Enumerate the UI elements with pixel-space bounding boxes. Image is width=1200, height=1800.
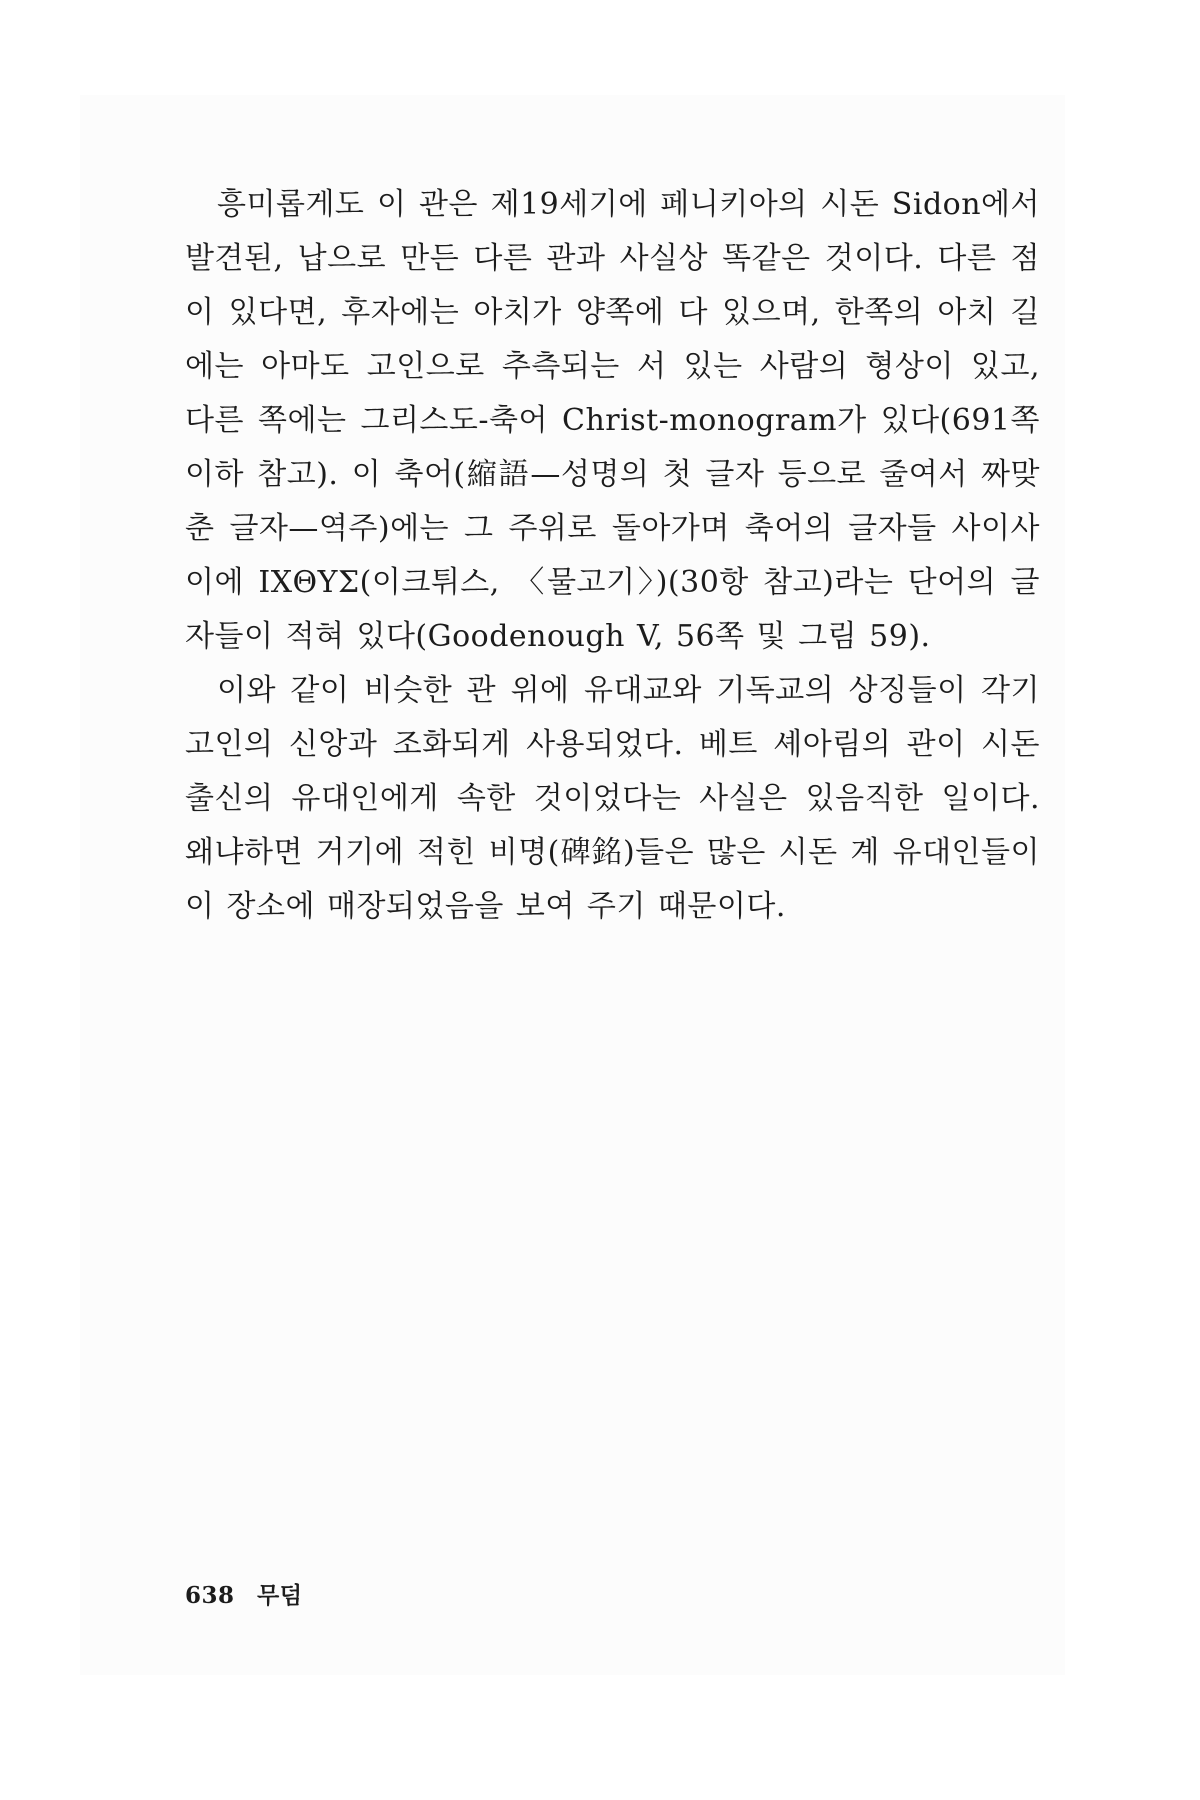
section-title: 무덤	[257, 1582, 303, 1609]
paragraph-2: 이와 같이 비슷한 관 위에 유대교와 기독교의 상징들이 각기 고인의 신앙과 조화되게 사용되었다. 베트 셰아림의 관이 시돈 출신의 유대인에게 속한 것이었다는 사실은 있음직한 일이다. 왜냐하면 거기에 적힌 비명(碑銘)들은 많은 시돈 계 유대인들이 이 장소에 매장되었음을 보여 주기 때문이다.	[185, 673, 1040, 924]
paragraph-1: 흥미롭게도 이 관은 제19세기에 페니키아의 시돈 Sidon에서 발견된, 납으로 만든 다른 관과 사실상 똑같은 것이다. 다른 점이 있다면, 후자에는 아치가 양쪽에 다 있으며, 한쪽의 아치 길에는 아마도 고인으로 추측되는 서 있는 사람의 형상이 있고, 다른 쪽에는 그리스도-축어 Christ-monogram가 있다(691쪽 이하 참고). 이 축어(縮語—성명의 첫 글자 등으로 줄여서 짜맞춘 글자—역주)에는 그 주위로 돌아가며 축어의 글자들 사이사이에 ΙΧΘΥΣ(이크튀스, 〈물고기〉)(30항 참고)라는 단어의 글자들이 적혀 있다(Goodenough V, 56쪽 및 그림 59).	[185, 187, 1040, 654]
body-text	[185, 178, 1040, 934]
page-number: 638	[185, 1582, 235, 1609]
page-footer	[185, 1577, 302, 1610]
